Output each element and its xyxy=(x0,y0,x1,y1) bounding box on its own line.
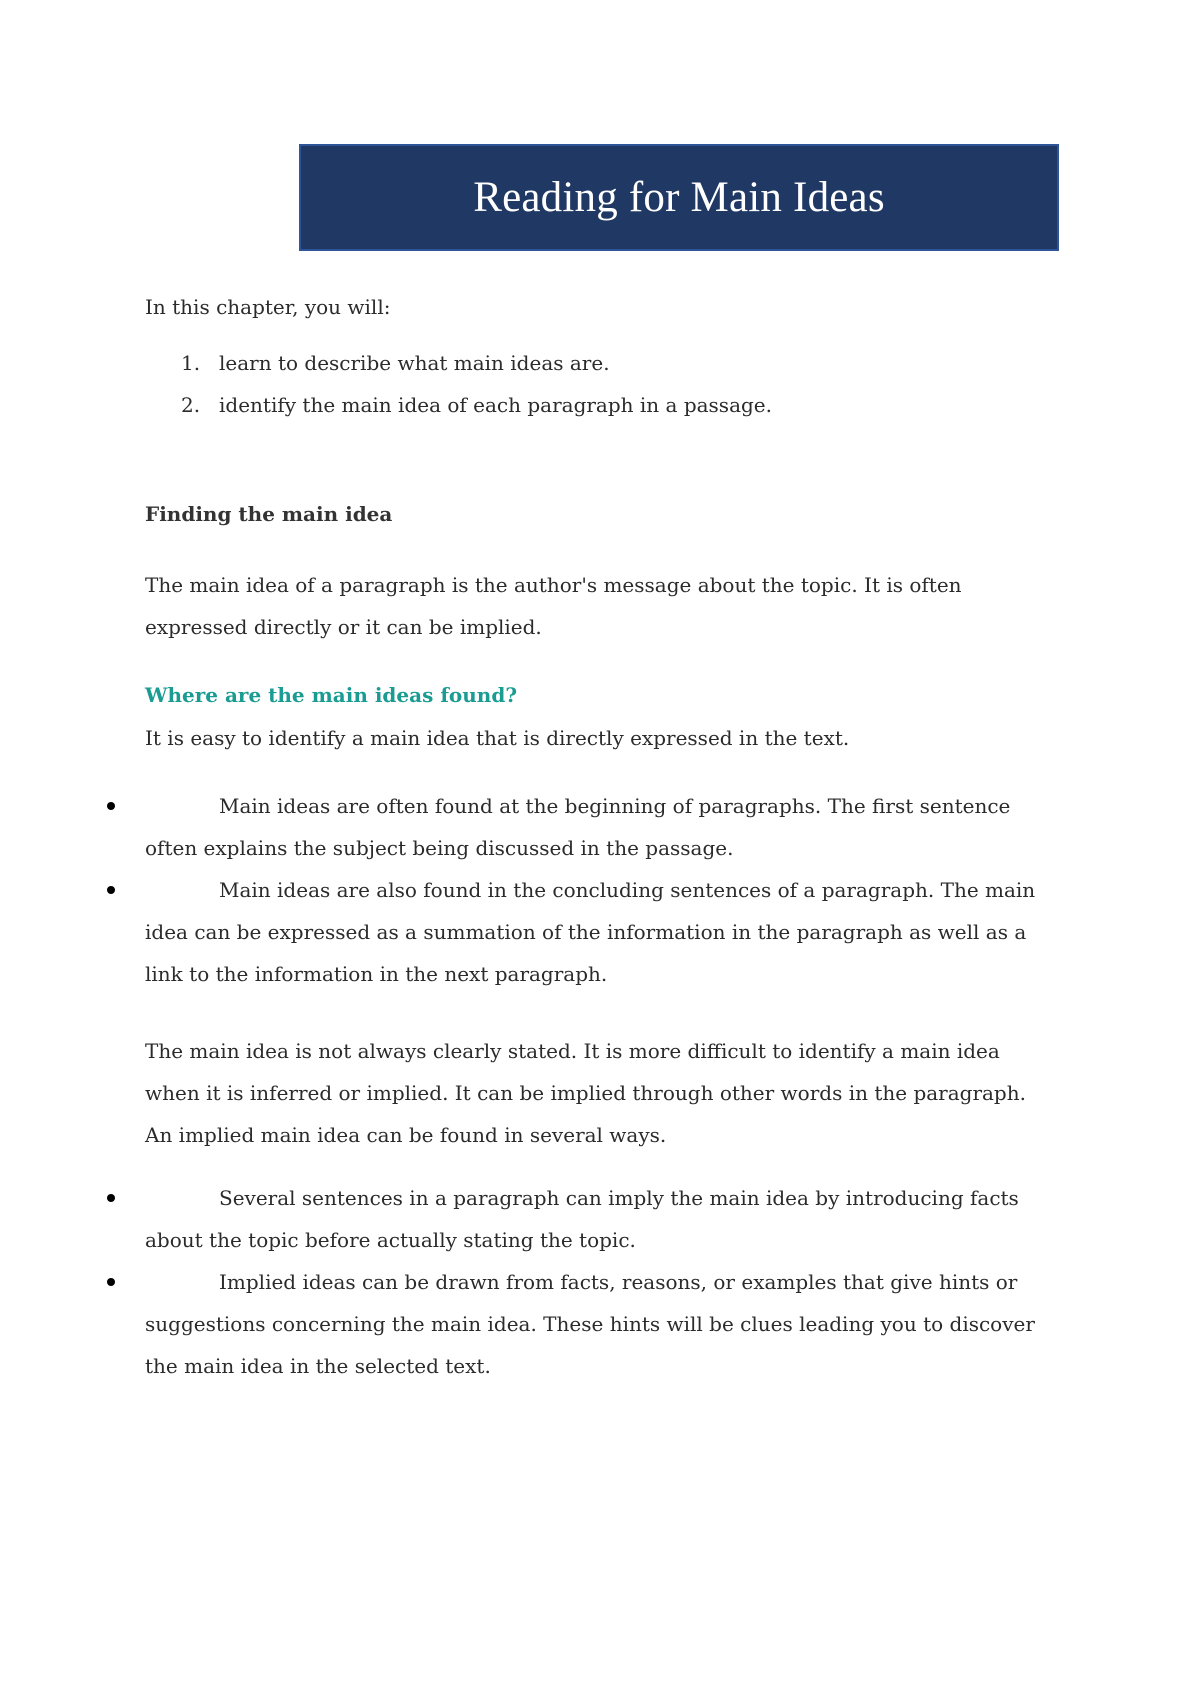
subheading: Where are the main ideas found? xyxy=(145,683,518,707)
bullet-icon xyxy=(107,802,115,810)
bullet-text: Implied ideas can be drawn from facts, reasons, or examples that give hints or suggestions concerning the main idea. These hints will be clues leading you to discover the main idea in the selected text. xyxy=(145,1270,1035,1378)
objective-text: learn to describe what main ideas are. xyxy=(219,351,610,375)
paragraph-direct: It is easy to identify a main idea that is directly expressed in the text. xyxy=(145,726,850,750)
paragraph-definition: The main idea of a paragraph is the author's message about the topic. It is often expressed directly or it can be implied. xyxy=(145,573,962,639)
bullet-text: Several sentences in a paragraph can imply the main idea by introducing facts about the topic before actually stating the topic. xyxy=(145,1186,1019,1252)
bullet-icon xyxy=(107,1194,115,1202)
bullet-text: Main ideas are also found in the concluding sentences of a paragraph. The main idea can be expressed as a summation of the information in the paragraph as well as a link to the information in the next paragraph. xyxy=(145,878,1036,986)
page-title: Reading for Main Ideas xyxy=(473,174,885,221)
paragraph-implied: The main idea is not always clearly stated. It is more difficult to identify a main idea when it is inferred or implied. It can be implied through other words in the paragraph. An implied main idea can be found in several ways. xyxy=(145,1039,1026,1147)
bullet-item xyxy=(145,869,1050,995)
bullet-text: Main ideas are often found at the beginning of paragraphs. The first sentence often explains the subject being discussed in the passage. xyxy=(145,794,1011,860)
section-heading: Finding the main idea xyxy=(145,502,393,526)
bullet-item xyxy=(145,1261,1050,1387)
intro-text: In this chapter, you will: xyxy=(145,295,391,319)
bullet-item xyxy=(145,785,1050,869)
objective-number: 1. xyxy=(181,351,201,375)
objective-item xyxy=(145,342,1050,384)
objective-item xyxy=(145,384,1050,426)
objective-number: 2. xyxy=(181,393,201,417)
implied-bullets-list xyxy=(145,1177,1050,1387)
bullet-icon xyxy=(107,1278,115,1286)
objective-text: identify the main idea of each paragraph in a passage. xyxy=(219,393,772,417)
title-banner xyxy=(299,144,1059,251)
bullet-item xyxy=(145,1177,1050,1261)
objectives-list xyxy=(145,342,1050,426)
bullet-icon xyxy=(107,886,115,894)
direct-bullets-list xyxy=(145,785,1050,995)
